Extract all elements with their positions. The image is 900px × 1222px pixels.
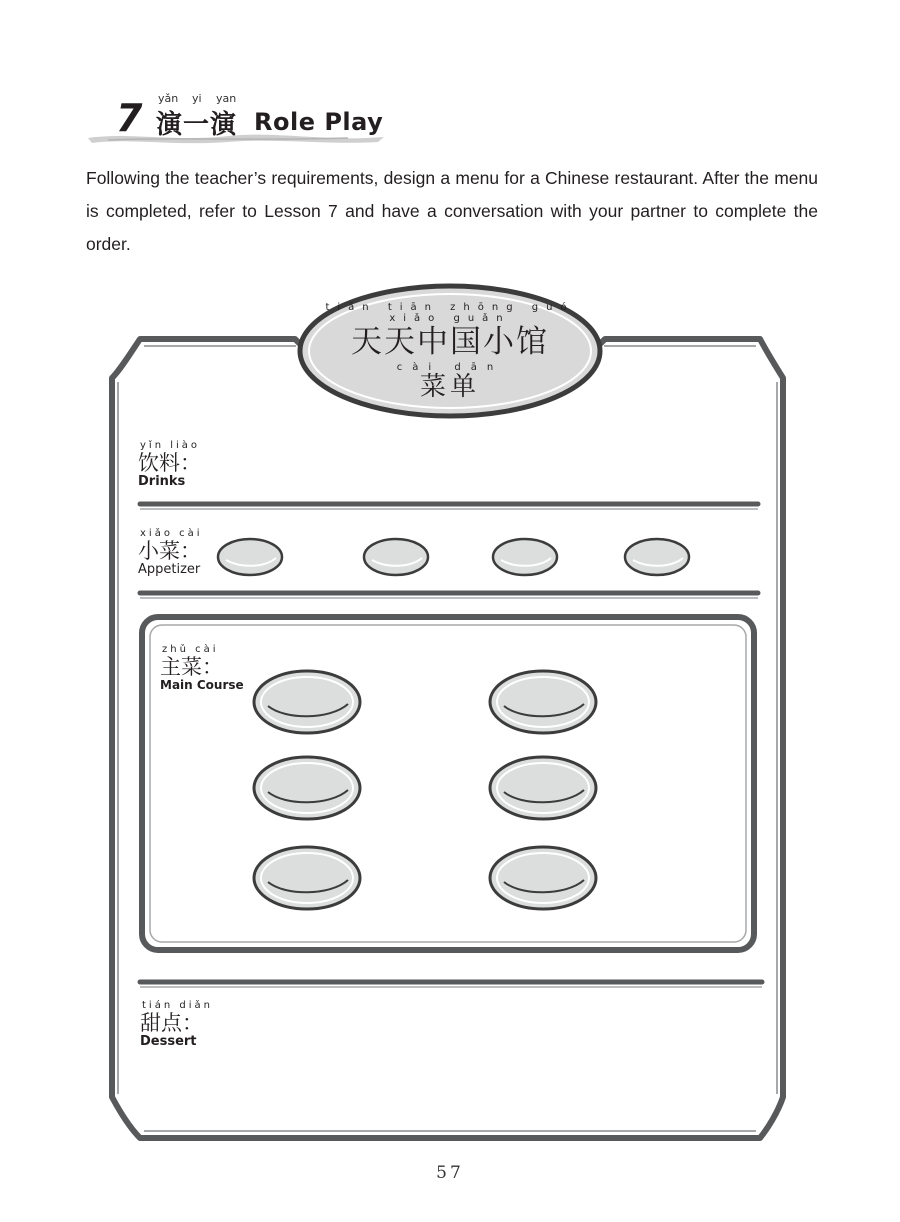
section-label-main-course: zhǔ cài 主菜： Main Course <box>160 644 244 692</box>
appetizer-plates <box>218 539 689 575</box>
main-course-plates <box>254 671 596 909</box>
plate-icon <box>254 671 360 733</box>
section-label-dessert: tián diǎn 甜点： Dessert <box>140 1000 213 1049</box>
plate-icon <box>490 671 596 733</box>
plate-icon <box>490 757 596 819</box>
plate-icon <box>254 847 360 909</box>
plate-icon <box>218 539 282 575</box>
menu-subtitle-pinyin: cài dān <box>396 362 504 373</box>
plate-icon <box>625 539 689 575</box>
section-heading <box>86 88 426 152</box>
instructions-text: Following the teacher’s requirements, design a menu for a Chinese restaurant. After the menu is completed, refer to Lesson 7 and have a conversation with your partner to complete the order. <box>86 168 818 254</box>
plate-icon <box>364 539 428 575</box>
plate-icon <box>254 757 360 819</box>
menu-subtitle-hanzi: 菜单 <box>419 372 480 402</box>
section-label-drinks: yǐn liào 饮料： Drinks <box>138 440 201 489</box>
plate-icon <box>490 847 596 909</box>
menu-title <box>300 302 600 401</box>
heading-hanzi: 演一演 <box>156 110 238 140</box>
heading-pinyin-2: yi <box>192 92 202 105</box>
plate-icon <box>493 539 557 575</box>
section-label-appetizer: xiǎo cài 小菜： Appetizer <box>138 528 203 577</box>
heading-english: Role Play <box>254 108 384 136</box>
menu-title-hanzi: 天天中国小馆 <box>351 324 549 360</box>
section-dividers <box>140 504 762 982</box>
heading-pinyin-1: yǎn <box>158 92 179 105</box>
restaurant-menu <box>100 282 800 1152</box>
page-number: 57 <box>436 1163 464 1183</box>
heading-pinyin-3: yan <box>216 92 237 105</box>
section-number: 7 <box>116 96 143 140</box>
menu-title-pinyin: tiān tiān zhōng guó xiǎo guǎn <box>325 302 575 324</box>
